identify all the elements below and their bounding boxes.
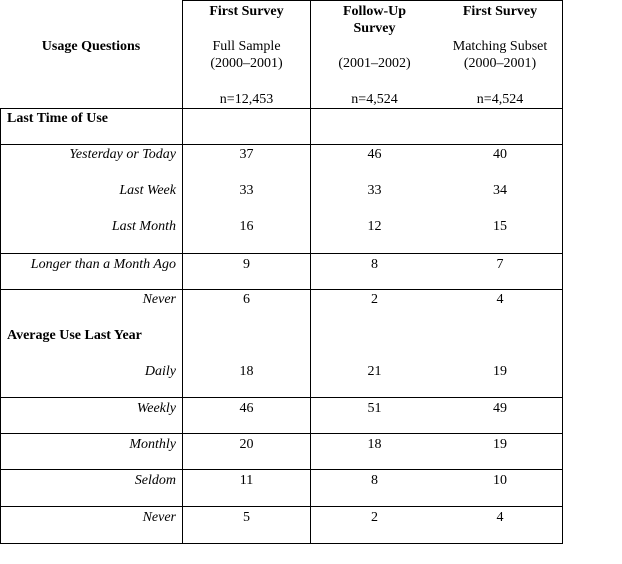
table-cell-value: 46 xyxy=(367,147,382,162)
table-cell-value: 18 xyxy=(239,364,254,379)
table-cell-value: 49 xyxy=(493,401,507,416)
table-cell-value: 19 xyxy=(493,437,507,452)
table-cell-value: 16 xyxy=(239,219,254,234)
col1-subtitle-line2: (2000–2001) xyxy=(210,56,283,71)
table-cell-value: 40 xyxy=(493,147,507,162)
table-rule xyxy=(0,108,1,544)
table-rule xyxy=(0,433,562,434)
row-label: Last Month xyxy=(111,219,176,234)
col1-subtitle-line1: Full Sample xyxy=(212,39,281,54)
table-cell-value: 18 xyxy=(367,437,382,452)
table-rule xyxy=(0,253,562,254)
table-rule xyxy=(182,0,562,1)
row-label: Yesterday or Today xyxy=(69,147,176,162)
table-rule xyxy=(0,289,562,290)
row-label: Never xyxy=(142,292,176,307)
section-title-average-use-last-year: Average Use Last Year xyxy=(7,328,142,343)
table-rule xyxy=(182,0,183,544)
table-cell-value: 8 xyxy=(371,473,378,488)
table-cell-value: 51 xyxy=(367,401,382,416)
col3-n: n=4,524 xyxy=(476,92,524,107)
usage-questions-header: Usage Questions xyxy=(41,39,141,54)
col3-subtitle-line2: (2000–2001) xyxy=(463,56,537,71)
col3-subtitle-line1: Matching Subset xyxy=(452,39,548,54)
table-rule xyxy=(0,144,562,145)
row-label: Weekly xyxy=(136,401,176,416)
table-cell-value: 46 xyxy=(239,401,254,416)
table-cell-value: 12 xyxy=(367,219,382,234)
table-cell-value: 37 xyxy=(239,147,254,162)
table-cell-value: 21 xyxy=(367,364,382,379)
col1-n: n=12,453 xyxy=(219,92,274,107)
table-rule xyxy=(310,0,311,544)
row-label: Never xyxy=(142,510,176,525)
table-cell-value: 8 xyxy=(371,257,378,272)
col2-title-line2: Survey xyxy=(353,21,396,36)
table-cell-value: 9 xyxy=(243,257,250,272)
table-cell-value: 7 xyxy=(496,257,504,272)
col2-n: n=4,524 xyxy=(351,92,398,107)
row-label: Daily xyxy=(144,364,176,379)
table-cell-value: 4 xyxy=(496,292,504,307)
row-label: Seldom xyxy=(134,473,176,488)
col1-title: First Survey xyxy=(209,4,284,19)
table-cell-value: 5 xyxy=(243,510,250,525)
table-rule xyxy=(562,0,563,544)
table-rule xyxy=(0,506,562,507)
row-label: Monthly xyxy=(129,437,176,452)
row-label: Last Week xyxy=(119,183,176,198)
table-cell-value: 15 xyxy=(493,219,507,234)
table-cell-value: 33 xyxy=(367,183,382,198)
table-rule xyxy=(0,397,562,398)
section-title-last-time-of-use: Last Time of Use xyxy=(7,111,108,126)
table-rule xyxy=(0,108,562,109)
table-cell-value: 19 xyxy=(493,364,507,379)
table-cell-value: 11 xyxy=(239,473,254,488)
row-label: Longer than a Month Ago xyxy=(30,257,176,272)
table-cell-value: 2 xyxy=(371,510,378,525)
table-cell-value: 10 xyxy=(493,473,507,488)
table-cell-value: 33 xyxy=(239,183,254,198)
table-rule xyxy=(0,469,562,470)
table-cell-value: 6 xyxy=(243,292,250,307)
col3-title: First Survey xyxy=(462,4,538,19)
table-cell-value: 34 xyxy=(493,183,507,198)
table-rule xyxy=(0,543,562,544)
table-cell-value: 2 xyxy=(371,292,378,307)
col2-title-line1: Follow-Up xyxy=(343,4,406,19)
table-cell-value: 4 xyxy=(496,510,504,525)
table-cell-value: 20 xyxy=(239,437,254,452)
col2-subtitle: (2001–2002) xyxy=(338,56,411,71)
